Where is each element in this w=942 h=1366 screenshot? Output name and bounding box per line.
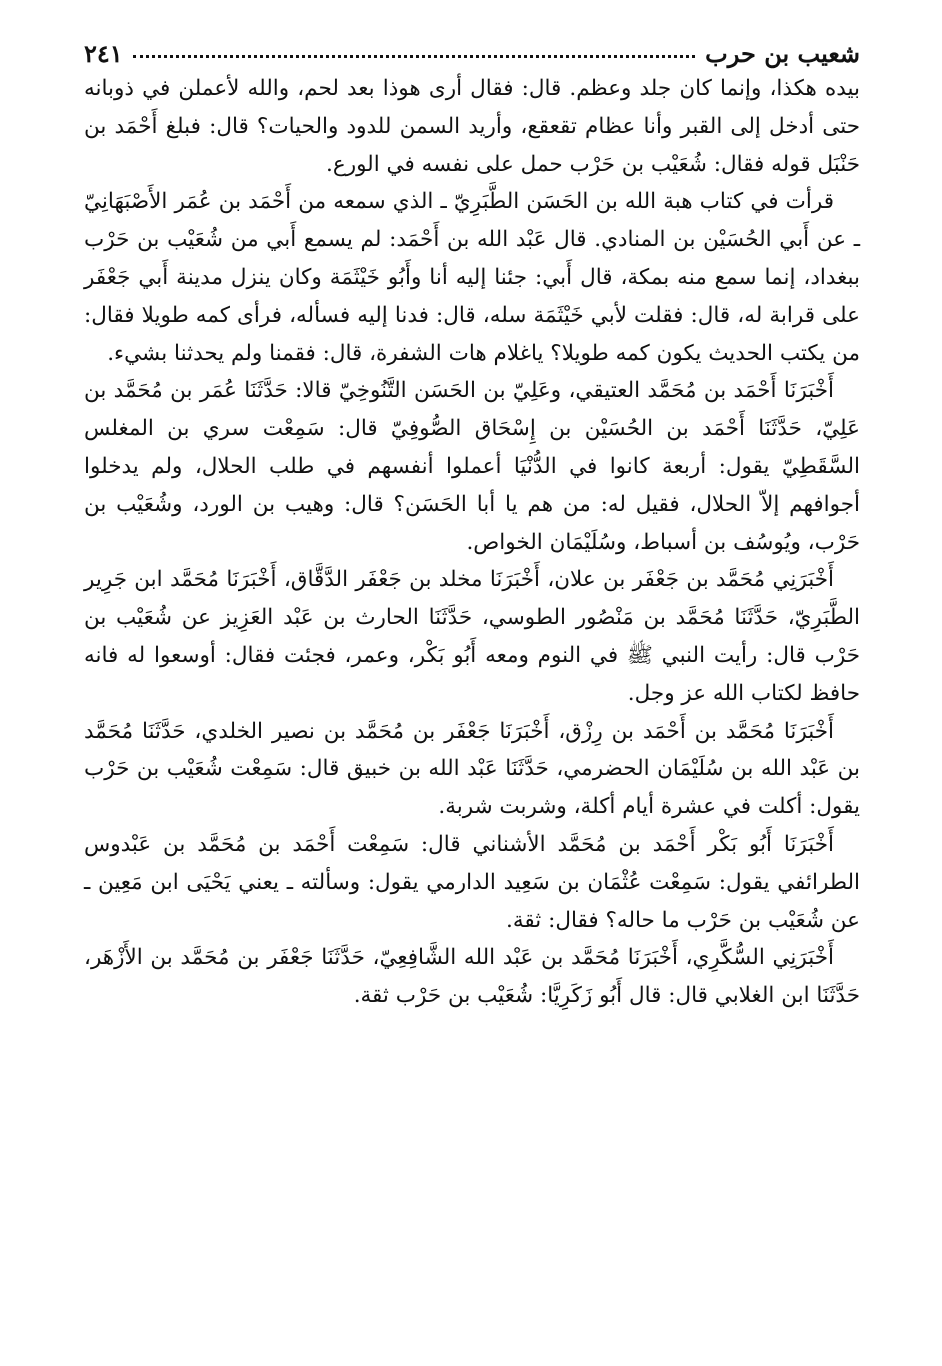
paragraph: أَخْبَرَنَا مُحَمَّد بن أَحْمَد بن رِزْق، أَخْبَرَنَا جَعْفَر بن مُحَمَّد بن نصير الخلدي، حَدَّثَنَا مُحَمَّد بن عَبْد الله بن سُلَيْمَان الحضرمي، حَدَّثَنَا عَبْد الله بن خبيق قال: سَمِعْت شُعَيْب بن حَرْب يقول: أكلت في عشرة أيام أكلة، وشربت شربة. [84, 718, 860, 820]
dotted-leader [133, 55, 696, 58]
paragraph-continuation: بيده هكذا، وإنما كان جلد وعظم. قال: فقال أرى هوذا بعد لحم، والله لأعملن في ذوبانه حتى أدخل إلى القبر وأنا عظام تقعقع، وأريد السمن للدود والحيات؟ قال: فبلغ أَحْمَد بن حَنْبَل قوله فقال: شُعَيْب بن حَرْب حمل على نفسه في الورع. [84, 76, 860, 177]
page-header [84, 24, 860, 68]
book-page [84, 24, 860, 1015]
paragraph: قرأت في كتاب هبة الله بن الحَسَن الطَّبَرِيّ ـ الذي سمعه من أَحْمَد بن عُمَر الأَصْبَهَانِيّ ـ عن أَبي الحُسَيْن بن المنادي. قال عَبْد الله بن أَحْمَد: لم يسمع أَبي من شُعَيْب بن حَرْب ببغداد، إنما سمع منه بمكة، قال أَبي: جئنا إليه أنا وأَبُو خَيْثَمَة وكان ينزل مدينة أَبي جَعْفَر على قرابة له، قال: فقلت لأبي خَيْثَمَة سله، قال: فدنا إليه فسأله، فرأى كمه طويلا فقال: من يكتب الحديث يكون كمه طويلا؟ ياغلام هات الشفرة، قال: فقمنا ولم يحدثنا بشيء. [84, 189, 860, 366]
page-number: ٢٤١ [84, 39, 123, 68]
page-body [84, 70, 860, 1015]
paragraph: أَخْبَرَنِي مُحَمَّد بن جَعْفَر بن علان، أَخْبَرَنَا مخلد بن جَعْفَر الدَّقَّاق، أَخْبَرَنَا مُحَمَّد ابن جَرِير الطَّبَرِيّ، حَدَّثَنَا مُحَمَّد بن مَنْصُور الطوسي، حَدَّثَنَا الحارث بن عَبْد العَزِيز عن شُعَيْب بن حَرْب قال: رأيت النبي ﷺ في النوم ومعه أَبُو بَكْر، وعمر، فجئت فقال: أوسعوا له فانه حافظ لكتاب الله عز وجل. [84, 567, 860, 706]
paragraph: أَخْبَرَنِي السُّكَّرِي، أَخْبَرَنَا مُحَمَّد بن عَبْد الله الشَّافِعِيّ، حَدَّثَنَا جَعْفَر بن مُحَمَّد بن الأَزْهَر، حَدَّثَنَا ابن الغلابي قال: قال أَبُو زَكَرِيَّا: شُعَيْب بن حَرْب ثقة. [84, 945, 860, 1009]
paragraph: أَخْبَرَنَا أَحْمَد بن مُحَمَّد العتيقي، وعَلِيّ بن الحَسَن التَّنُوخِيّ قالا: حَدَّثَنَا عُمَر بن مُحَمَّد بن عَلِيّ، حَدَّثَنَا أَحْمَد بن الحُسَيْن بن إِسْحَاق الصُّوفِيّ قال: سَمِعْت سري بن المغلس السَّقَطِيّ يقول: أربعة كانوا في الدُّنْيَا أعملوا أنفسهم في طلب الحلال، ولم يدخلوا أجوافهم إلاّ الحلال، فقيل له: من هم يا أبا الحَسَن؟ قال: وهيب بن الورد، وشُعَيْب بن حَرْب، ويُوسُف بن أسباط، وسُلَيْمَان الخواص. [84, 378, 860, 555]
running-title: شعيب بن حرب [705, 39, 860, 68]
paragraph: أَخْبَرَنَا أَبُو بَكْر أَحْمَد بن مُحَمَّد الأشناني قال: سَمِعْت أَحْمَد بن مُحَمَّد بن عَبْدوس الطرائفي يقول: سَمِعْت عُثْمَان بن سَعِيد الدارمي يقول: وسألته ـ يعني يَحْيَى ابن مَعِين ـ عن شُعَيْب بن حَرْب ما حاله؟ فقال: ثقة. [84, 831, 860, 933]
